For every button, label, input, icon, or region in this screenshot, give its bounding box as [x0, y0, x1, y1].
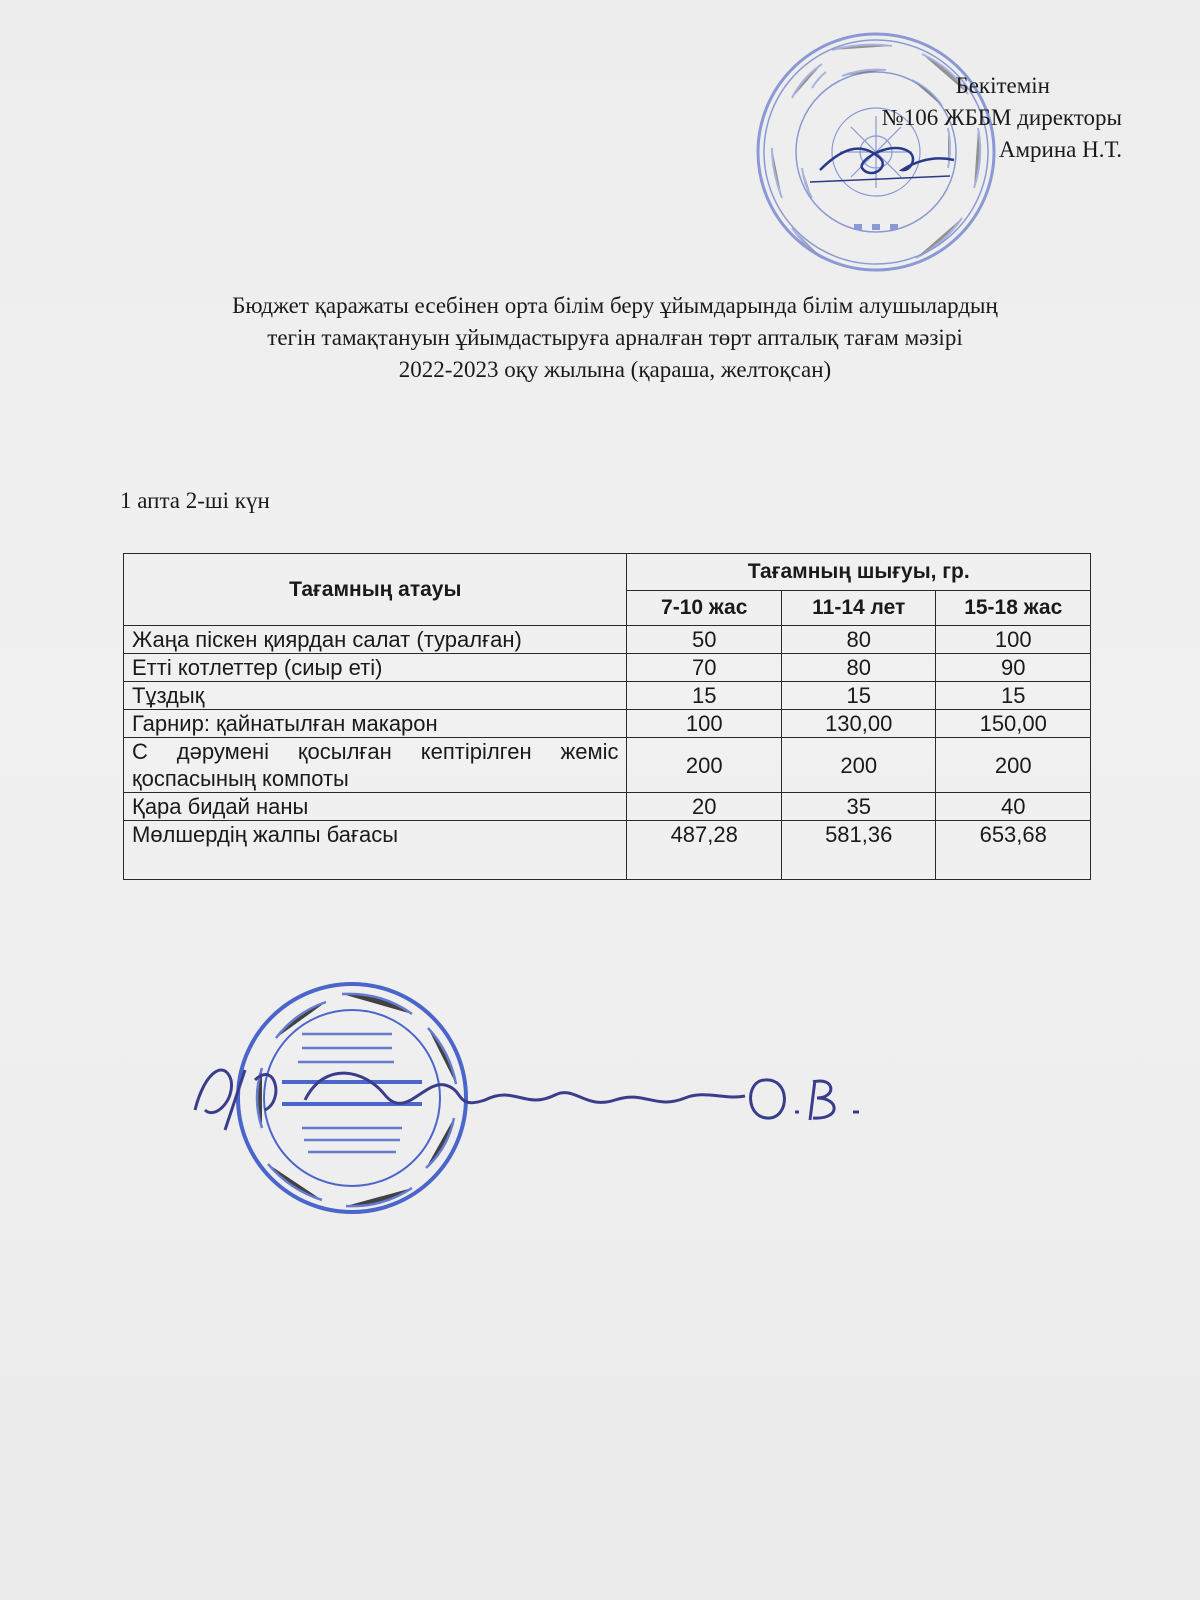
- total-value: 581,36: [781, 821, 936, 880]
- title-line-1: Бюджет қаражаты есебінен орта білім беру ұйымдарында білім алушылардың: [232, 293, 998, 318]
- document-title: [90, 290, 1140, 386]
- value-cell: 80: [781, 626, 936, 654]
- header-dish-name: Тағамның атауы: [124, 554, 627, 626]
- value-cell: 15: [627, 682, 782, 710]
- value-cell: 15: [781, 682, 936, 710]
- value-cell: 200: [781, 738, 936, 793]
- approval-block: [792, 70, 1122, 166]
- dish-name: С дәрумені қосылған кептірілген жеміс қоспасының компоты: [124, 738, 627, 793]
- value-cell: 100: [627, 710, 782, 738]
- value-cell: 130,00: [781, 710, 936, 738]
- week-day-label: 1 апта 2-ші күн: [120, 488, 270, 513]
- table-row: [124, 682, 1091, 710]
- table-row: [124, 738, 1091, 793]
- header-age-15-18: 15-18 жас: [936, 591, 1091, 626]
- dish-name: Етті котлеттер (сиыр еті): [124, 654, 627, 682]
- value-cell: 90: [936, 654, 1091, 682]
- value-cell: 50: [627, 626, 782, 654]
- entrepreneur-signature: [185, 1040, 865, 1140]
- value-cell: 35: [781, 793, 936, 821]
- value-cell: 40: [936, 793, 1091, 821]
- header-age-11-14: 11-14 лет: [781, 591, 936, 626]
- header-age-7-10: 7-10 жас: [627, 591, 782, 626]
- table-row: [124, 710, 1091, 738]
- menu-table: [123, 553, 1091, 880]
- total-label: Мөлшердің жалпы бағасы: [124, 821, 627, 880]
- total-value: 487,28: [627, 821, 782, 880]
- approval-name: Амрина Н.Т.: [998, 137, 1122, 162]
- entrepreneur-seal-icon: [232, 978, 472, 1218]
- value-cell: 150,00: [936, 710, 1091, 738]
- value-cell: 15: [936, 682, 1091, 710]
- dish-name: Тұздық: [124, 682, 627, 710]
- approval-position: №106 ЖББМ директоры: [881, 105, 1122, 130]
- value-cell: 70: [627, 654, 782, 682]
- total-value: 653,68: [936, 821, 1091, 880]
- value-cell: 200: [936, 738, 1091, 793]
- value-cell: 200: [627, 738, 782, 793]
- table-row: [124, 654, 1091, 682]
- table-row: [124, 793, 1091, 821]
- value-cell: 20: [627, 793, 782, 821]
- dish-name: Жаңа піскен қиярдан салат (туралған): [124, 626, 627, 654]
- dish-name: Гарнир: қайнатылған макарон: [124, 710, 627, 738]
- title-line-2: тегін тамақтануын ұйымдастыруға арналған төрт апталық тағам мәзірі: [267, 325, 963, 350]
- table-row: [124, 626, 1091, 654]
- total-row: [124, 821, 1091, 880]
- title-line-3: 2022-2023 оқу жылына (қараша, желтоқсан): [398, 357, 832, 382]
- header-output: Тағамның шығуы, гр.: [627, 554, 1091, 591]
- value-cell: 100: [936, 626, 1091, 654]
- approval-heading: Бекітемін: [955, 73, 1050, 98]
- dish-name: Қара бидай наны: [124, 793, 627, 821]
- value-cell: 80: [781, 654, 936, 682]
